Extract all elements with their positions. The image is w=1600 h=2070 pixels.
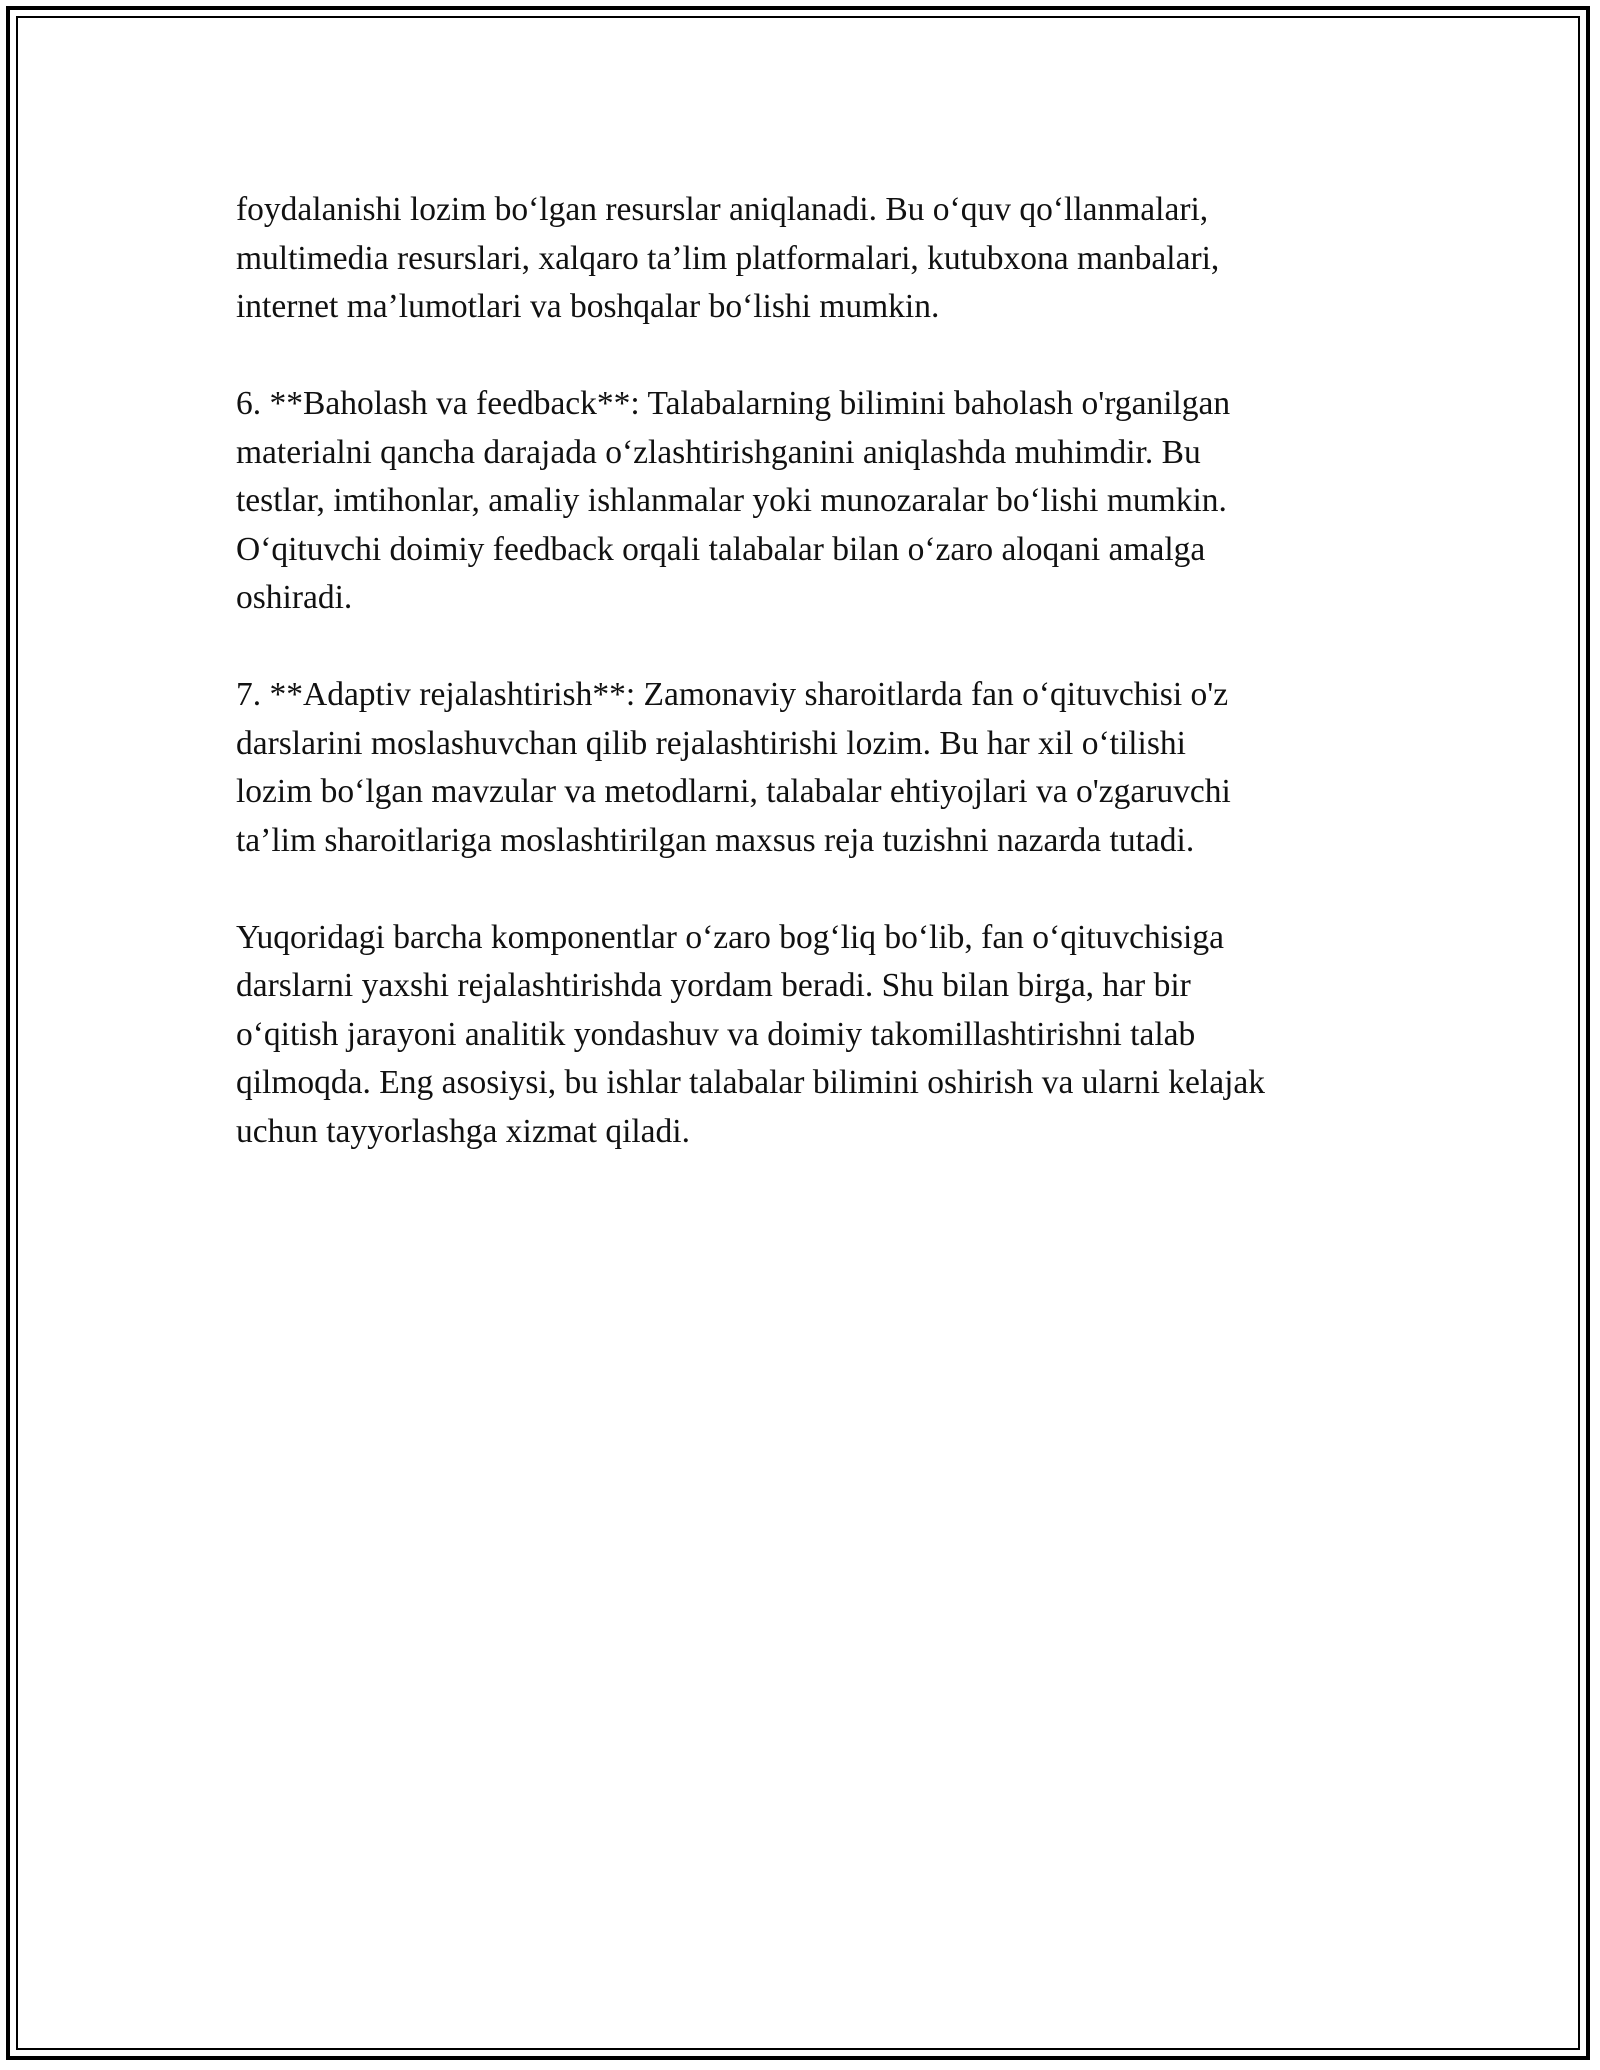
paragraph-resources xyxy=(236,186,1386,332)
text-line: multimedia resurslari, xalqaro ta’lim platformalari, kutubxona manbalari, xyxy=(236,239,1220,277)
text-line: foydalanishi lozim bo‘lgan resurslar aniqlanadi. Bu o‘quv qo‘llanmalari, xyxy=(236,191,1209,228)
text-line: O‘qituvchi doimiy feedback orqali talabalar bilan o‘zaro aloqani amalga xyxy=(236,530,1206,568)
paragraph-conclusion xyxy=(236,914,1386,1157)
paragraph-adaptive-planning xyxy=(236,671,1386,865)
text-line: qilmoqda. Eng asosiysi, bu ishlar talabalar bilimini oshirish va ularni kelajak xyxy=(236,1064,1265,1101)
text-line: ta’lim sharoitlariga moslashtirilgan maxsus reja tuzishni nazarda tutadi. xyxy=(236,821,1195,859)
document-body xyxy=(236,186,1386,1205)
text-line: testlar, imtihonlar, amaliy ishlanmalar yoki munozaralar bo‘lishi mumkin. xyxy=(236,482,1227,519)
text-line: darslarini moslashuvchan qilib rejalashtirishi lozim. Bu har xil o‘tilishi xyxy=(236,724,1186,762)
text-line: o‘qitish jarayoni analitik yondashuv va doimiy takomillashtirishni talab xyxy=(236,1015,1196,1053)
text-line: darslarni yaxshi rejalashtirishda yordam beradi. Shu bilan birga, har bir xyxy=(236,967,1191,1004)
text-line: 7. **Adaptiv rejalashtirish**: Zamonaviy sharoitlarda fan o‘qituvchisi o'z xyxy=(236,676,1229,713)
paragraph-assessment-feedback xyxy=(236,380,1386,623)
text-line: Yuqoridagi barcha komponentlar o‘zaro bog‘liq bo‘lib, fan o‘qituvchisiga xyxy=(236,918,1224,956)
text-line: materialni qancha darajada o‘zlashtirishganini aniqlashda muhimdir. Bu xyxy=(236,433,1201,471)
text-line: oshiradi. xyxy=(236,579,353,616)
text-line: internet ma’lumotlari va boshqalar bo‘lishi mumkin. xyxy=(236,288,940,325)
text-line: lozim bo‘lgan mavzular va metodlarni, talabalar ehtiyojlari va o'zgaruvchi xyxy=(236,773,1231,810)
text-line: 6. **Baholash va feedback**: Talabalarning bilimini baholash o'rganilgan xyxy=(236,385,1231,422)
text-line: uchun tayyorlashga xizmat qiladi. xyxy=(236,1112,690,1150)
